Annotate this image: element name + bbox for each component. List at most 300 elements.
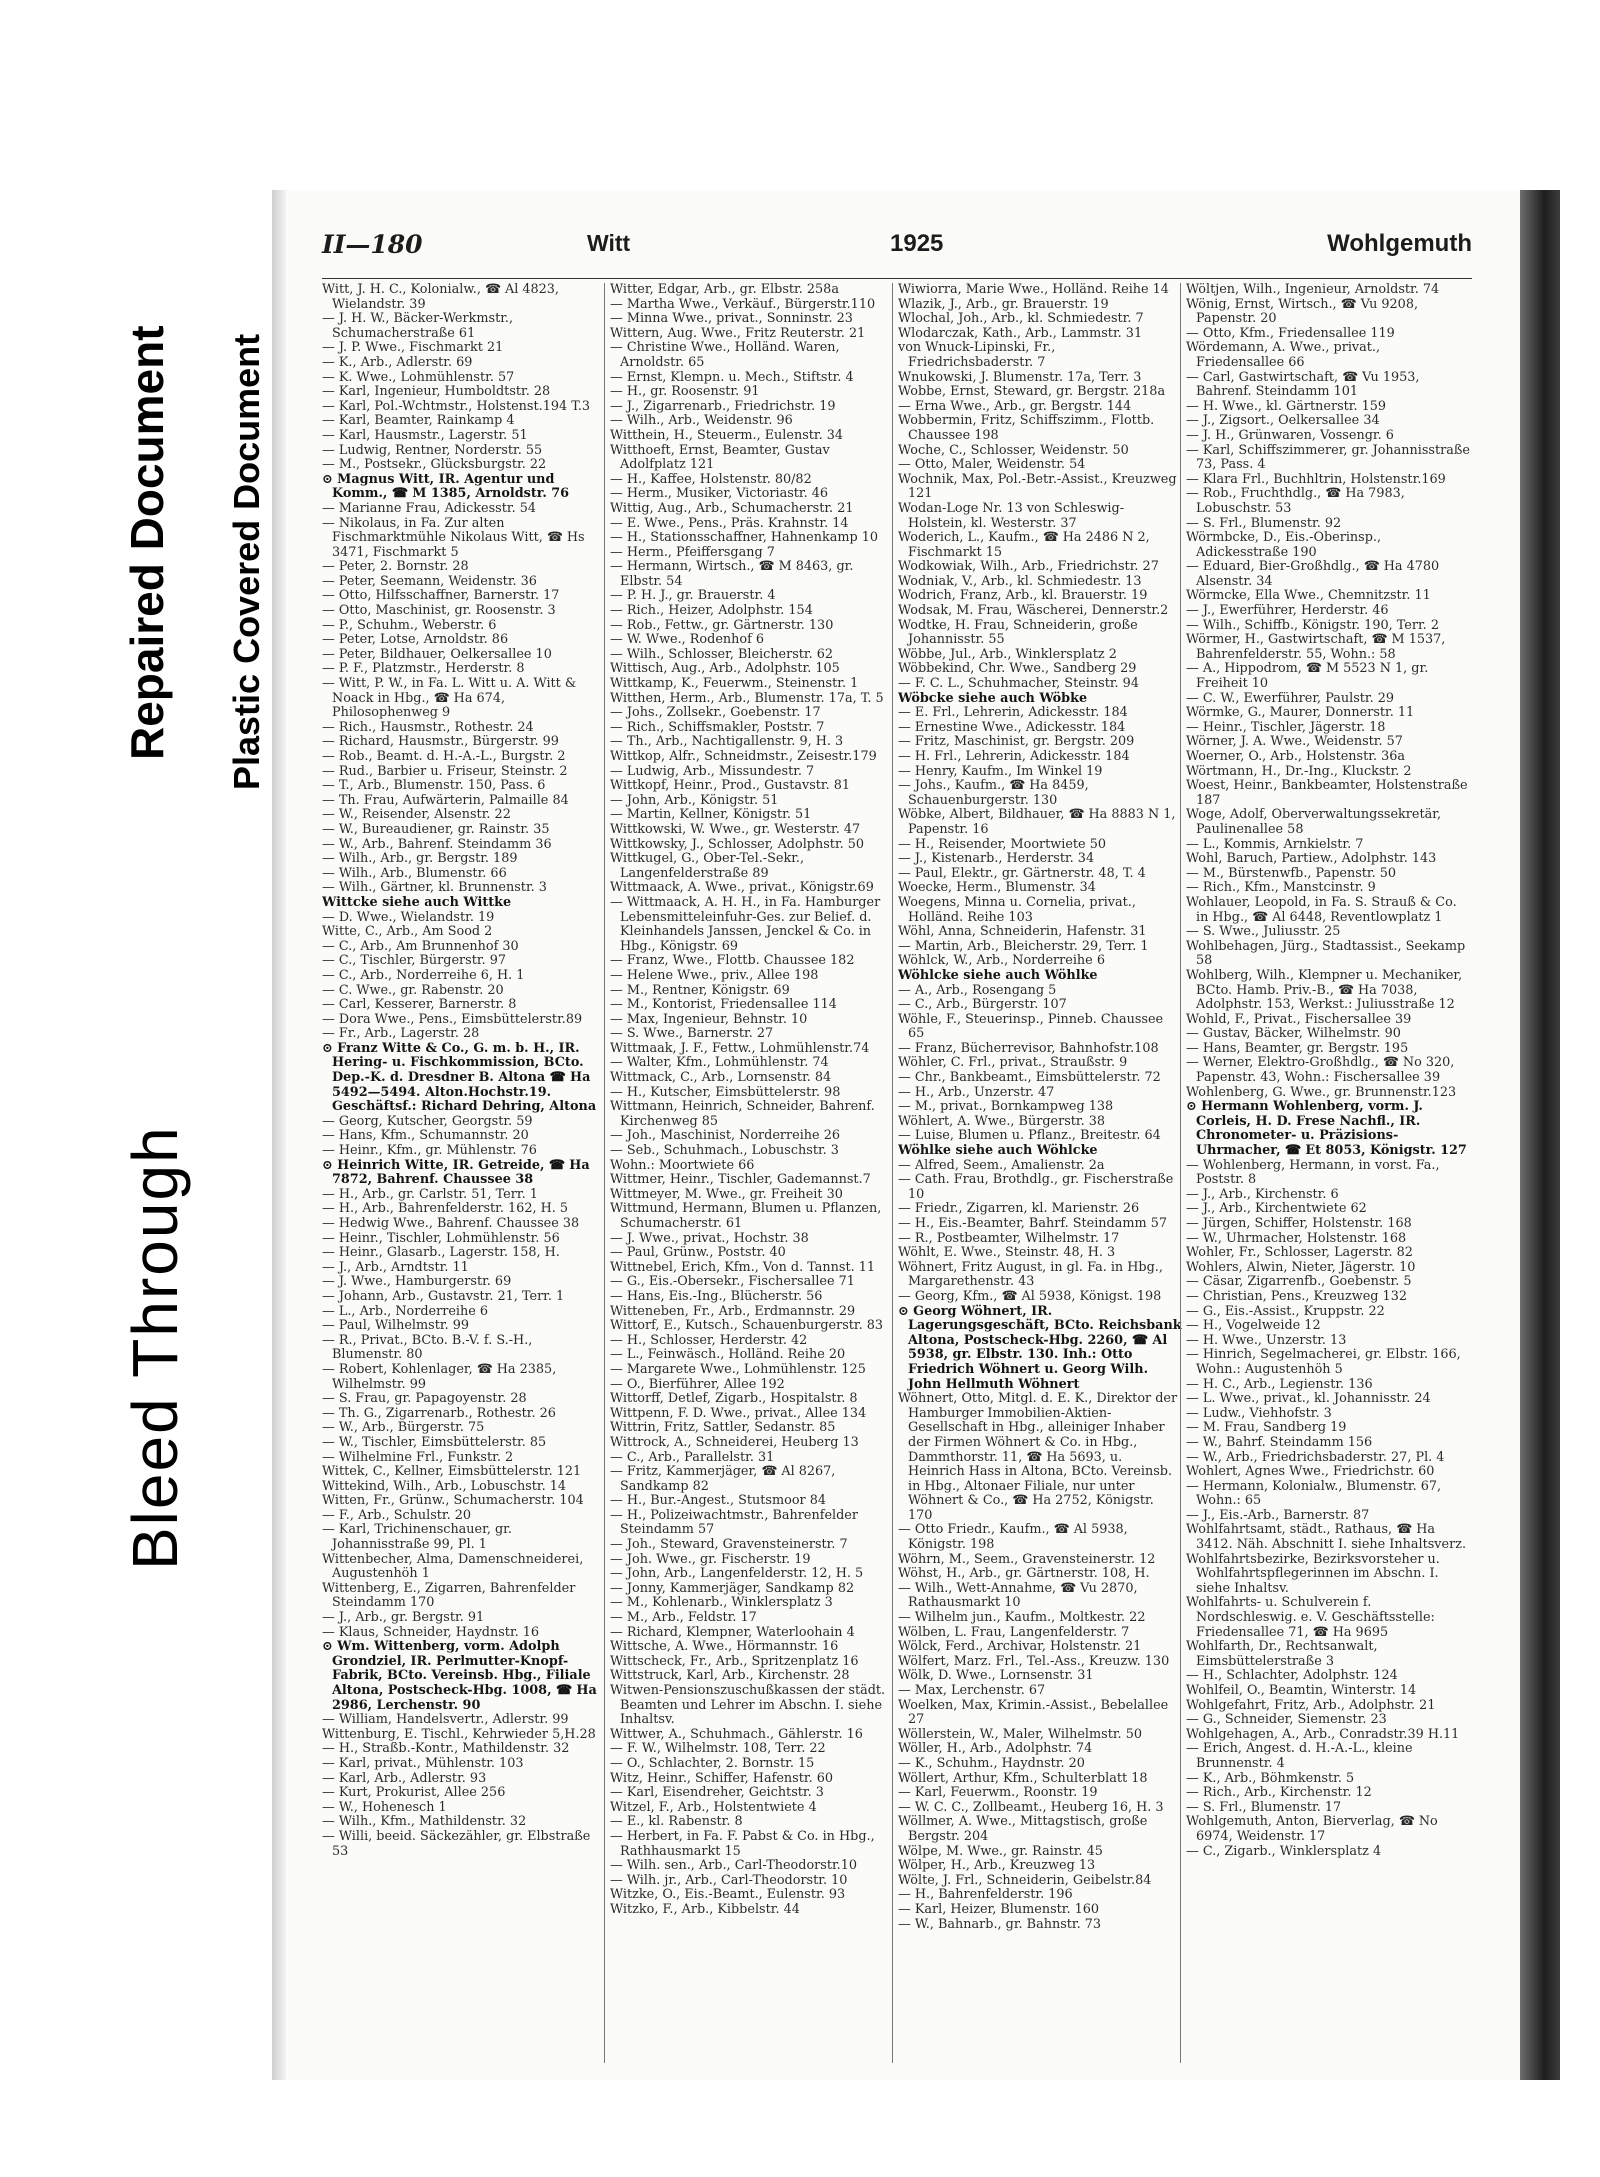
directory-entry: — Herm., Musiker, Victoriastr. 46 (610, 486, 829, 502)
directory-entry: Wlodarczak, Kath., Arb., Lammstr. 31 (898, 325, 1143, 341)
column-3 (898, 283, 1182, 2063)
directory-entry: Wöllert, Arthur, Kfm., Schulterblatt 18 (898, 1770, 1148, 1786)
directory-entry: Wölk, D. Wwe., Lornsenstr. 31 (898, 1668, 1094, 1684)
directory-entry: von Wnuck-Lipinski, Fr., Friedrichsbaderstr. 7 (898, 340, 1056, 370)
directory-entry: — Kurt, Prokurist, Allee 256 (322, 1785, 506, 1801)
directory-entry: — H., Arb., Bahrenfelderstr. 162, H. 5 (322, 1201, 569, 1217)
directory-entry: Wittenbecher, Alma, Damenschneiderei, Augustenhöh 1 (322, 1551, 584, 1582)
directory-entry: — R., Postbeamter, Wilhelmstr. 17 (898, 1230, 1120, 1246)
directory-entry: — S. Frau, gr. Papagoyenstr. 28 (322, 1391, 527, 1407)
directory-entry: Wodtke, H. Frau, Schneiderin, große Johannisstr. 55 (898, 617, 1138, 648)
directory-entry: Wohlgefahrt, Fritz, Arb., Adolphstr. 21 (1186, 1697, 1436, 1713)
directory-entry: Wörmcke, Ella Wwe., Chemnitzstr. 11 (1186, 588, 1431, 604)
directory-entry: Wölben, L. Frau, Langenfelderstr. 7 (898, 1624, 1130, 1640)
directory-entry: Wittmaack, A. Wwe., privat., Königstr.69 (610, 880, 874, 896)
directory-entry: — Rich., Hausmstr., Rothestr. 24 (322, 719, 534, 735)
directory-entry: — Peter, Lotse, Arnoldstr. 86 (322, 632, 509, 648)
directory-entry: — Rich., Heizer, Adolphstr. 154 (610, 603, 813, 619)
directory-entry: Wodsak, M. Frau, Wäscherei, Dennerstr.2 (898, 603, 1169, 619)
directory-entry: — John, Arb., Langenfelderstr. 12, H. 5 (610, 1566, 864, 1582)
directory-entry: — Ludw., Viehhofstr. 3 (1186, 1405, 1332, 1421)
directory-entry: — L. Wwe., privat., kl. Johannisstr. 24 (1186, 1391, 1431, 1407)
directory-entry: — W., Reisender, Alsenstr. 22 (322, 807, 511, 823)
directory-entry: — J., Zigarrenarb., Friedrichstr. 19 (610, 398, 836, 414)
directory-entry: Wöltjen, Wilh., Ingenieur, Arnoldstr. 74 (1186, 283, 1440, 297)
directory-entry: ⊙ Hermann Wohlenberg, vorm. J. Corleis, H. D. Frese Nachfl., IR. Chronometer- u. Präzisions-Uhrmacher, ☎ Et 8053, Königstr. 127 (1186, 1099, 1467, 1159)
directory-entry: — Richard, Hausmstr., Bürgerstr. 99 (322, 734, 559, 750)
directory-entry: — Wilh., Arb., Blumenstr. 66 (322, 865, 507, 881)
directory-entry: — H., Reisender, Moortwiete 50 (898, 836, 1106, 852)
directory-entry: Wittkopf, Heinr., Prod., Gustavstr. 81 (610, 778, 851, 794)
directory-entry: Wörmbcke, D., Eis.-Oberinsp., Adickesstraße 190 (1186, 530, 1382, 560)
directory-entry: Wöhst, H., Arb., gr. Gärtnerstr. 108, H. (898, 1566, 1150, 1582)
directory-entry: — S. Frl., Blumenstr. 92 (1186, 515, 1342, 531)
directory-entry: Witteneben, Fr., Arb., Erdmannstr. 29 (610, 1303, 856, 1319)
column-divider (1180, 283, 1181, 2063)
directory-entry: Wodan-Loge Nr. 13 von Schleswig-Holstein, kl. Westerstr. 37 (898, 500, 1125, 531)
directory-entry: — Rob., Fruchthdlg., ☎ Ha 7983, Lobuschstr. 53 (1186, 486, 1405, 516)
directory-entry: Wohler, Fr., Schlosser, Lagerstr. 82 (1186, 1245, 1413, 1261)
directory-entry: — Karl, Schiffszimmerer, gr. Johannisstraße 73, Pass. 4 (1186, 442, 1470, 473)
directory-entry: — Paul, Wilhelmstr. 99 (322, 1318, 469, 1334)
directory-entry: — Wilh., Arb., gr. Bergstr. 189 (322, 851, 518, 867)
directory-entry: Woegens, Minna u. Cornelia, privat., Holländ. Reihe 103 (898, 894, 1136, 925)
directory-entry: — M., Bürstenwfb., Papenstr. 50 (1186, 865, 1397, 881)
directory-entry: — Heinr., Glasarb., Lagerstr. 158, H. (322, 1245, 560, 1261)
directory-entry: — Hermann, Wirtsch., ☎ M 8463, gr. Elbstr. 54 (610, 559, 854, 589)
directory-entry: Wittnebel, Erich, Kfm., Von d. Tannst. 11 (610, 1259, 876, 1275)
column-2 (610, 283, 894, 2063)
directory-entry: — Joh. Wwe., gr. Fischerstr. 19 (610, 1551, 811, 1567)
directory-entry: Wittrock, A., Schneiderei, Heuberg 13 (610, 1434, 859, 1450)
directory-entry: — A., Arb., Rosengang 5 (898, 982, 1057, 998)
column-1 (322, 283, 606, 2063)
directory-entry: Wördemann, A. Wwe., privat., Friedensallee 66 (1186, 340, 1381, 370)
directory-entry: Wobbe, Ernst, Steward, gr. Bergstr. 218a (898, 384, 1166, 400)
directory-entry: — Franz, Wwe., Flottb. Chaussee 182 (610, 953, 855, 969)
directory-entry: Wohlgemuth, Anton, Bierverlag, ☎ No 6974, Weidenstr. 17 (1186, 1814, 1438, 1844)
directory-entry: — C., Zigarb., Winklersplatz 4 (1186, 1843, 1382, 1859)
directory-entry: — Paul, Grünw., Poststr. 40 (610, 1245, 786, 1261)
directory-entry: — Karl, Ingenieur, Humboldtstr. 28 (322, 384, 551, 400)
directory-entry: Wölfert, Marz. Frl., Tel.-Ass., Kreuzw. 130 (898, 1653, 1170, 1669)
directory-entry: — Rob., Fettw., gr. Gärtnerstr. 130 (610, 617, 834, 633)
directory-entry: Wohlfeil, O., Beamtin, Winterstr. 14 (1186, 1683, 1417, 1698)
directory-entry: Wittig, Aug., Arb., Schumacherstr. 21 (610, 500, 854, 516)
directory-entry: Woerner, O., Arb., Holstenstr. 36a (1186, 749, 1405, 764)
directory-entry: Wöhlt, E. Wwe., Steinstr. 48, H. 3 (898, 1245, 1116, 1261)
directory-entry: Wohl, Baruch, Partiew., Adolphstr. 143 (1186, 851, 1437, 867)
directory-entry: — John, Arb., Königstr. 51 (610, 792, 779, 808)
directory-entry: Wodrich, Franz, Arb., kl. Brauerstr. 19 (898, 588, 1148, 604)
directory-entry: Wohlbehagen, Jürg., Stadtassist., Seekamp 58 (1186, 938, 1466, 969)
directory-entry: Wohlberg, Wilh., Klempner u. Mechaniker, BCto. Hamb. Priv.-B., ☎ Ha 7038, Adolphstr. 153, Werkst.: Juliusstraße 12 (1186, 967, 1463, 1013)
directory-entry: — Eduard, Bier-Großhdlg., ☎ Ha 4780 Alsenstr. 34 (1186, 559, 1440, 589)
directory-entry: — M., Rentner, Königstr. 69 (610, 982, 790, 998)
directory-entry: — G., Eis.-Obersekr., Fischersallee 71 (610, 1274, 855, 1290)
directory-entry: — Wilhelm jun., Kaufm., Moltkestr. 22 (898, 1610, 1146, 1626)
directory-entry: — H., Arb., Unzerstr. 47 (898, 1084, 1055, 1100)
directory-entry: Wöllerstein, W., Maler, Wilhelmstr. 50 (898, 1726, 1142, 1742)
bleed-through-label: Bleed Through (119, 1125, 191, 1570)
directory-entry: — D. Wwe., Wielandstr. 19 (322, 909, 495, 925)
directory-entry: — Karl, Feuerwm., Roonstr. 19 (898, 1785, 1098, 1801)
directory-entry: — Hans, Kfm., Schumannstr. 20 (322, 1128, 529, 1144)
directory-entry: Witt, J. H. C., Kolonialw., ☎ Al 4823, Wielandstr. 39 (322, 283, 560, 312)
directory-entry: — Wilh., Wett-Annahme, ☎ Vu 2870, Rathausmarkt 10 (898, 1580, 1138, 1611)
directory-entry: — Martha Wwe., Verkäuf., Bürgerstr.110 (610, 296, 876, 312)
directory-entry: — Robert, Kohlenlager, ☎ Ha 2385, Wilhelmstr. 99 (322, 1361, 557, 1392)
directory-entry: Wöhrn, M., Seem., Gravensteinerstr. 12 (898, 1551, 1156, 1567)
directory-entry: — C., Arb., Am Brunnenhof 30 (322, 938, 519, 954)
directory-entry: — Otto Friedr., Kaufm., ☎ Al 5938, Königstr. 198 (898, 1522, 1128, 1553)
directory-entry: Wohlfarth, Dr., Rechtsanwalt, Eimsbüttelerstraße 3 (1186, 1639, 1378, 1669)
directory-entry: — Georg, Kutscher, Georgstr. 59 (322, 1113, 533, 1129)
directory-entry: — Heinr., Tischler, Jägerstr. 18 (1186, 719, 1386, 735)
directory-entry: — L., Arb., Norderreihe 6 (322, 1303, 489, 1319)
directory-entry: — H., Stationsschaffner, Hahnenkamp 10 (610, 530, 879, 546)
directory-entry: — Franz, Bücherrevisor, Bahnhofstr.108 (898, 1040, 1159, 1056)
directory-entry: Wittmack, C., Arb., Lornsenstr. 84 (610, 1070, 832, 1086)
directory-entry: — H., Schlachter, Adolphstr. 124 (1186, 1668, 1398, 1684)
directory-entry: — Johann, Arb., Gustavstr. 21, Terr. 1 (322, 1288, 565, 1304)
directory-entry: — Richard, Klempner, Waterloohain 4 (610, 1624, 855, 1640)
directory-entry: — Hans, Eis.-Ing., Blücherstr. 56 (610, 1288, 823, 1304)
directory-entry: Wittpenn, F. D. Wwe., privat., Allee 134 (610, 1405, 867, 1421)
directory-entry: — Cath. Frau, Brothdlg., gr. Fischerstraße 10 (898, 1172, 1174, 1202)
directory-entry: — Hinrich, Segelmacherei, gr. Elbstr. 166, Wohn.: Augustenhöh 5 (1186, 1347, 1461, 1377)
directory-entry: — Rich., Arb., Kirchenstr. 12 (1186, 1785, 1372, 1801)
directory-entry: — T., Arb., Blumenstr. 150, Pass. 6 (322, 778, 546, 794)
directory-entry: — Georg, Kfm., ☎ Al 5938, Königst. 198 (898, 1288, 1162, 1304)
directory-entry: Wittmaak, J. F., Fettw., Lohmühlenstr.74 (610, 1040, 870, 1056)
directory-entry: Wohlfahrtsamt, städt., Rathaus, ☎ Ha 3412. Näh. Abschnitt I. siehe Inhaltsverz. (1186, 1522, 1467, 1553)
directory-entry: Witthoeft, Ernst, Beamter, Gustav Adolfplatz 121 (610, 442, 830, 473)
directory-entry: Wölte, J. Frl., Schneiderin, Geibelstr.84 (898, 1872, 1152, 1888)
directory-entry: Wittrin, Fritz, Sattler, Sedanstr. 85 (610, 1420, 836, 1436)
directory-entry: — M., Postsekr., Glücksburgstr. 22 (322, 457, 547, 473)
directory-entry: Wöbcke siehe auch Wöbke (898, 690, 1088, 706)
directory-entry: Wittmeyer, M. Wwe., gr. Freiheit 30 (610, 1186, 843, 1202)
directory-entry: ⊙ Heinrich Witte, IR. Getreide, ☎ Ha 7872, Bahrenf. Chaussee 38 (322, 1157, 590, 1188)
directory-entry: — W., Arb., Friedrichsbaderstr. 27, Pl. 4 (1186, 1449, 1445, 1465)
directory-entry: Woge, Adolf, Oberverwaltungssekretär, Paulinenallee 58 (1186, 807, 1442, 837)
directory-entry: Witthen, Herm., Arb., Blumenstr. 17a, T. 5 (610, 690, 884, 706)
directory-entry: — Karl, Heizer, Blumenstr. 160 (898, 1901, 1100, 1917)
directory-entry: — C., Arb., Norderreihe 6, H. 1 (322, 967, 525, 983)
directory-entry: — Rob., Beamt. d. H.-A.-L., Burgstr. 2 (322, 749, 566, 764)
directory-entry: — Hedwig Wwe., Bahrenf. Chaussee 38 (322, 1216, 580, 1231)
directory-entry: — W., Uhrmacher, Holstenstr. 168 (1186, 1230, 1407, 1246)
directory-entry: — Alfred, Seem., Amalienstr. 2a (898, 1157, 1105, 1173)
directory-entry: Witte, C., Arb., Am Sood 2 (322, 924, 493, 940)
directory-entry: Wöhnert, Otto, Mitgl. d. E. K., Direktor der Hamburger Immobilien-Aktien-Gesellschaft in Hbg., alleiniger Inhaber der Firmen Wöhnert & Co. in Hbg., Dammthorstr. 11, ☎ Ha 5693, u. Heinrich Hass in Altona, BCto. Vereinsb. in Hbg., Altonaer Filiale, nur unter Wöhnert & Co., ☎ Ha 2752, Königstr. 170 (898, 1391, 1178, 1523)
directory-entry: — J. Wwe., privat., Hochstr. 38 (610, 1230, 809, 1246)
directory-entry: — Minna Wwe., privat., Sonninstr. 23 (610, 311, 853, 327)
directory-entry: — C. W., Ewerführer, Paulstr. 29 (1186, 690, 1395, 706)
directory-entry: Wöhlert, A. Wwe., Bürgerstr. 38 (898, 1113, 1106, 1129)
directory-entry: — F. W., Wilhelmstr. 108, Terr. 22 (610, 1741, 826, 1757)
directory-entry: — J. P. Wwe., Fischmarkt 21 (322, 340, 504, 356)
directory-entry: — H., Vogelweide 12 (1186, 1318, 1321, 1334)
directory-entry: — H., Polizeiwachtmstr., Bahrenfelder Steindamm 57 (610, 1507, 859, 1538)
column-divider (892, 283, 893, 2063)
directory-entry: — H., Bur.-Angest., Stutsmoor 84 (610, 1493, 827, 1509)
plastic-covered-label: Plastic Covered Document (226, 333, 267, 790)
directory-entry: — Fritz, Maschinist, gr. Bergstr. 209 (898, 734, 1135, 750)
directory-entry: — Klara Frl., Buchhltrin, Holstenstr.169 (1186, 471, 1446, 487)
directory-entry: Wöhnert, Fritz August, in gl. Fa. in Hbg., Margarethenstr. 43 (898, 1259, 1163, 1290)
directory-entry: Wöhlcke siehe auch Wöhlke (898, 967, 1098, 983)
directory-entry: Wobbermin, Fritz, Schiffszimm., Flottb. Chaussee 198 (898, 413, 1155, 443)
directory-entry: Woest, Heinr., Bankbeamter, Holstenstraße 187 (1186, 778, 1468, 808)
directory-entry: — Karl, Hausmstr., Lagerstr. 51 (322, 427, 528, 443)
directory-entry: Wittek, C., Kellner, Eimsbüttelerstr. 121 (322, 1464, 582, 1480)
directory-entry: — Witt, P. W., in Fa. L. Witt u. A. Witt & Noack in Hbg., ☎ Ha 674, Philosophenweg 9 (322, 676, 577, 721)
directory-entry: Wörner, J. A. Wwe., Weidenstr. 57 (1186, 734, 1403, 750)
directory-entry: — H., gr. Roosenstr. 91 (610, 384, 760, 400)
directory-entry: Witter, Edgar, Arb., gr. Elbstr. 258a (610, 283, 839, 297)
directory-entry: Wörtmann, H., Dr.-Ing., Kluckstr. 2 (1186, 763, 1412, 779)
directory-entry: — H., Eis.-Beamter, Bahrf. Steindamm 57 (898, 1216, 1167, 1231)
directory-entry: — Wilh., Schlosser, Bleicherstr. 62 (610, 646, 834, 662)
directory-entry: Wittkamp, K., Feuerwm., Steinenstr. 1 (610, 676, 859, 692)
directory-entry: — W. Wwe., Rodenhof 6 (610, 632, 765, 648)
directory-entry: — Henry, Kaufm., Im Winkel 19 (898, 763, 1103, 779)
directory-entry: — W., Arb., Bürgerstr. 75 (322, 1420, 485, 1436)
directory-entry: — Karl, Pol.-Wchtmstr., Holstenst.194 T.3 (322, 398, 591, 414)
directory-entry: Wittwer, A., Schuhmach., Gählerstr. 16 (610, 1726, 863, 1742)
directory-entry: — P. H. J., gr. Brauerstr. 4 (610, 588, 776, 604)
directory-entry: — H., Arb., gr. Carlstr. 51, Terr. 1 (322, 1186, 538, 1202)
directory-entry: — Joh., Steward, Gravensteinerstr. 7 (610, 1537, 848, 1553)
directory-entry: — K., Arb., Adlerstr. 69 (322, 354, 473, 370)
directory-entry: Wittstruck, Karl, Arb., Kirchenstr. 28 (610, 1668, 850, 1684)
directory-entry: — J., Arb., Kirchenstr. 6 (1186, 1186, 1339, 1202)
directory-entry: — Helene Wwe., priv., Allee 198 (610, 967, 819, 983)
directory-entry: — Chr., Bankbeamt., Eimsbüttelerstr. 72 (898, 1070, 1161, 1086)
directory-entry: — Karl, Eisendreher, Geichtstr. 3 (610, 1785, 824, 1801)
directory-entry: — Nikolaus, in Fa. Zur alten Fischmarktmühle Nikolaus Witt, ☎ Hs 3471, Fischmarkt 5 (322, 515, 585, 560)
directory-entry: — Wohlenberg, Hermann, in vorst. Fa., Poststr. 8 (1186, 1157, 1440, 1188)
directory-entry: — S. Wwe., Barnerstr. 27 (610, 1026, 774, 1042)
directory-entry: Wittcke siehe auch Wittke (322, 894, 512, 910)
directory-entry: — Rud., Barbier u. Friseur, Steinstr. 2 (322, 763, 568, 779)
directory-entry: — Seb., Schuhmach., Lobuschstr. 3 (610, 1143, 839, 1159)
directory-entry: — Karl, privat., Mühlenstr. 103 (322, 1755, 524, 1771)
directory-entry: — J. Wwe., Hamburgerstr. 69 (322, 1274, 512, 1290)
directory-entry: — P., Schuhm., Weberstr. 6 (322, 617, 497, 633)
directory-entry: — M., Kohlenarb., Winklersplatz 3 (610, 1595, 833, 1611)
directory-entry: Wittmann, Heinrich, Schneider, Bahrenf. Kirchenweg 85 (610, 1099, 875, 1129)
directory-entry: — W., Bureaudiener, gr. Rainstr. 35 (322, 821, 550, 837)
directory-entry: Wöbbekind, Chr. Wwe., Sandberg 29 (898, 661, 1137, 677)
directory-entry: Wittisch, Aug., Arb., Adolphstr. 105 (610, 661, 840, 677)
directory-entry: — Wilhelmine Frl., Funkstr. 2 (322, 1449, 514, 1465)
directory-entry: — G., Schneider, Siemenstr. 23 (1186, 1712, 1387, 1728)
directory-entry: — Rich., Kfm., Manstcinstr. 9 (1186, 880, 1376, 896)
directory-entry: — Marianne Frau, Adickesstr. 54 (322, 500, 536, 516)
directory-entry: — Margarete Wwe., Lohmühlenstr. 125 (610, 1361, 866, 1377)
directory-entry: — S. Frl., Blumenstr. 17 (1186, 1799, 1342, 1815)
directory-entry: — H. Wwe., kl. Gärtnerstr. 159 (1186, 398, 1387, 414)
directory-entry: — Friedr., Zigarren, kl. Marienstr. 26 (898, 1201, 1140, 1217)
directory-entry: — Wilh., Gärtner, kl. Brunnenstr. 3 (322, 880, 547, 896)
directory-entry: Wörmke, G., Maurer, Donnerstr. 11 (1186, 705, 1415, 721)
directory-entry: Wittscheck, Fr., Arb., Spritzenplatz 16 (610, 1653, 859, 1669)
directory-entry: Witzko, F., Arb., Kibbelstr. 44 (610, 1901, 800, 1917)
directory-entry: Wittkugel, G., Ober-Tel.-Sekr., Langenfelderstraße 89 (610, 851, 805, 881)
directory-entry: — W., Bahnarb., gr. Bahnstr. 73 (898, 1916, 1102, 1932)
directory-entry: Wittenburg, E. Tischl., Kehrwieder 5,H.28 (322, 1726, 596, 1742)
directory-entry: — Th. Frau, Aufwärterin, Palmaille 84 (322, 792, 569, 808)
directory-entry: — Ernestine Wwe., Adickesstr. 184 (898, 719, 1126, 735)
directory-entry: — Peter, Bildhauer, Oelkersallee 10 (322, 646, 552, 662)
directory-entry: — Otto, Maschinist, gr. Roosenstr. 3 (322, 603, 556, 619)
directory-entry: — P. F., Platzmstr., Herderstr. 8 (322, 661, 525, 677)
directory-entry: Wohlenberg, G. Wwe., gr. Brunnenstr.123 (1186, 1084, 1457, 1100)
directory-entry: — O., Schlachter, 2. Bornstr. 15 (610, 1755, 815, 1771)
directory-entry: — Christine Wwe., Holländ. Waren, Arnoldstr. 65 (610, 340, 840, 370)
directory-entry: — H., Straßb.-Kontr., Mathildenstr. 32 (322, 1741, 570, 1757)
directory-entry: — Otto, Maler, Weidenstr. 54 (898, 457, 1086, 473)
directory-entry: — J., Zigsort., Oelkersallee 34 (1186, 413, 1380, 429)
directory-entry: Wölck, Ferd., Archivar, Holstenstr. 21 (898, 1639, 1142, 1655)
directory-entry: — C., Arb., Parallelstr. 31 (610, 1449, 775, 1465)
directory-entry: — J. H. W., Bäcker-Werkmstr., Schumacherstraße 61 (322, 311, 514, 341)
directory-entry: — E. Frl., Lehrerin, Adickesstr. 184 (898, 705, 1128, 721)
column-divider (604, 283, 605, 2063)
directory-entry: — Herbert, in Fa. F. Pabst & Co. in Hbg., Rathhausmarkt 15 (610, 1828, 875, 1859)
column-4 (1186, 283, 1470, 2063)
directory-entry: — Karl, Trichinenschauer, gr. Johannisstraße 99, Pl. 1 (322, 1522, 512, 1553)
directory-entry: — S. Wwe., Juliusstr. 25 (1186, 924, 1341, 940)
directory-entry: — Dora Wwe., Pens., Eimsbüttelerstr.89 (322, 1011, 583, 1027)
directory-entry: Wochnik, Max, Pol.-Betr.-Assist., Kreuzweg 121 (898, 471, 1177, 502)
directory-entry: Wittkowsky, J., Schlosser, Adolphstr. 50 (610, 836, 865, 852)
directory-entry: Wörmer, H., Gastwirtschaft, ☎ M 1537, Bahrenfelderstr. 55, Wohn.: 58 (1186, 632, 1446, 662)
directory-entry: — Klaus, Schneider, Haydnstr. 16 (322, 1624, 540, 1640)
book-gutter (1520, 190, 1560, 2080)
page-edge (272, 190, 286, 2080)
directory-entry: ⊙ Franz Witte & Co., G. m. b. H., IR. Hering- u. Fischkommission, BCto. Dep.-K. d. Dresdner B. Altona ☎ Ha 5492—5494. Alton.Hochstr.19. Geschäftsf.: Richard Dehring, Altona (322, 1040, 597, 1115)
directory-entry: Wnukowski, J. Blumenstr. 17a, Terr. 3 (898, 369, 1142, 385)
directory-entry: — Fr., Arb., Lagerstr. 28 (322, 1026, 480, 1042)
directory-entry: — Erna Wwe., Arb., gr. Bergstr. 144 (898, 398, 1132, 414)
directory-entry: — H., Bahrenfelderstr. 196 (898, 1887, 1073, 1903)
directory-entry: — W. C. C., Zollbeamt., Heuberg 16, H. 3 (898, 1799, 1164, 1815)
directory-entry: — K., Schuhm., Haydnstr. 20 (898, 1755, 1085, 1771)
directory-entry: — J., Eis.-Arb., Barnerstr. 87 (1186, 1507, 1370, 1523)
directory-entry: — Max, Lerchenstr. 67 (898, 1683, 1046, 1698)
directory-entry: — Wittmaack, A. H. H., in Fa. Hamburger Lebensmitteleinfuhr-Ges. zur Belief. d. Kleinhandels Janssen, Jenckel & Co. in Hbg., Königstr. 69 (610, 894, 881, 954)
directory-entry: — Willi, beeid. Säckezähler, gr. Elbstraße 53 (322, 1828, 591, 1859)
directory-entry: — Carl, Kesserer, Barnerstr. 8 (322, 997, 517, 1013)
directory-entry: — J. H., Grünwaren, Vossengr. 6 (1186, 427, 1394, 443)
directory-entry: Wittmund, Hermann, Blumen u. Pflanzen, Schumacherstr. 61 (610, 1201, 882, 1231)
directory-entry: — Herm., Pfeiffersgang 7 (610, 544, 775, 560)
directory-entry: — C. Wwe., gr. Rabenstr. 20 (322, 982, 504, 998)
directory-entry: Witten, Fr., Grünw., Schumacherstr. 104 (322, 1493, 584, 1509)
directory-entry: — Martin, Arb., Bleicherstr. 29, Terr. 1 (898, 938, 1149, 954)
directory-entry: — H. C., Arb., Legienstr. 136 (1186, 1376, 1373, 1392)
header-rule (322, 278, 1472, 279)
directory-entry: Wönig, Ernst, Wirtsch., ☎ Vu 9208, Papenstr. 20 (1186, 296, 1419, 327)
directory-entry: Wittsche, A. Wwe., Hörmannstr. 16 (610, 1639, 839, 1655)
directory-entry: — Heinr., Kfm., gr. Mühlenstr. 76 (322, 1143, 537, 1159)
last-guide-word: Wohlgemuth (1327, 230, 1472, 257)
directory-entry: — Erich, Angest. d. H.-A.-L., kleine Brunnenstr. 4 (1186, 1741, 1413, 1771)
directory-entry: — W., Hohenesch 1 (322, 1799, 447, 1815)
directory-entry: Wöbbe, Jul., Arb., Winklersplatz 2 (898, 646, 1117, 662)
directory-entry: — William, Handelsvertr., Adlerstr. 99 (322, 1712, 569, 1728)
directory-entry: Wittenberg, E., Zigarren, Bahrenfelder Steindamm 170 (322, 1580, 576, 1611)
directory-entry: Wohn.: Moortwiete 66 (610, 1157, 755, 1173)
directory-entry: — Otto, Hilfsschaffner, Barnerstr. 17 (322, 588, 560, 604)
directory-entry: — Wilh., Kfm., Mathildenstr. 32 (322, 1814, 527, 1830)
directory-entry: — H. Wwe., Unzerstr. 13 (1186, 1332, 1347, 1348)
directory-entry: — Ernst, Klempn. u. Mech., Stiftstr. 4 (610, 369, 854, 385)
directory-entry: Wohlfahrtsbezirke, Bezirksvorsteher u. Wohlfahrtspflegerinnen im Abschn. I. siehe Inhaltsv. (1186, 1551, 1440, 1596)
directory-entry: Wittmer, Heinr., Tischler, Gademannst.7 (610, 1172, 871, 1188)
repaired-document-label: Repaired Document (121, 325, 173, 760)
directory-entry: — H., Schlosser, Herderstr. 42 (610, 1332, 808, 1348)
directory-entry: — Christian, Pens., Kreuzweg 132 (1186, 1288, 1407, 1304)
directory-entry: — Peter, 2. Bornstr. 28 (322, 559, 469, 575)
directory-entry: Wölper, H., Arb., Kreuzweg 13 (898, 1858, 1096, 1874)
directory-entry: — Hermann, Kolonialw., Blumenstr. 67, Wohn.: 65 (1186, 1478, 1442, 1509)
first-guide-word: Witt (587, 230, 631, 256)
directory-entry: Wiwiorra, Marie Wwe., Holländ. Reihe 14 (898, 283, 1169, 297)
directory-entry: — J., Ewerführer, Herderstr. 46 (1186, 603, 1389, 619)
directory-entry: Woche, C., Schlosser, Weidenstr. 50 (898, 442, 1129, 458)
directory-entry: Wohlgehagen, A., Arb., Conradstr.39 H.11 (1186, 1726, 1460, 1742)
directory-entry: — G., Eis.-Assist., Kruppstr. 22 (1186, 1303, 1385, 1319)
directory-entry: — F. C. L., Schuhmacher, Steinstr. 94 (898, 676, 1139, 692)
directory-entry: — M. Frau, Sandberg 19 (1186, 1420, 1347, 1436)
directory-entry: Witzke, O., Eis.-Beamt., Eulenstr. 93 (610, 1887, 846, 1903)
directory-entry: Wöhlke siehe auch Wöhlcke (898, 1143, 1098, 1159)
directory-entry: Wittekind, Wilh., Arb., Lobuschstr. 14 (322, 1478, 567, 1494)
directory-entry: Witthein, H., Steuerm., Eulenstr. 34 (610, 427, 844, 443)
directory-entry: Wittern, Aug. Wwe., Fritz Reuterstr. 21 (610, 325, 866, 341)
directory-entry: — J., Arb., gr. Bergstr. 91 (322, 1610, 485, 1626)
directory-entry: — J., Arb., Kirchentwiete 62 (1186, 1201, 1367, 1217)
directory-entry: — J., Arb., Arndtstr. 11 (322, 1259, 469, 1275)
directory-entry: — M., Arb., Feldstr. 17 (610, 1610, 757, 1626)
directory-entry: — O., Bierführer, Allee 192 (610, 1376, 785, 1392)
directory-entry: — Wilh., Arb., Weidenstr. 96 (610, 413, 793, 429)
directory-entry: Wöller, H., Arb., Adolphstr. 74 (898, 1741, 1093, 1757)
directory-entry: — Karl, Arb., Adlerstr. 93 (322, 1770, 487, 1786)
directory-entry: — Walter, Kfm., Lohmühlenstr. 74 (610, 1055, 829, 1071)
directory-entry: — K., Arb., Böhmkenstr. 5 (1186, 1770, 1355, 1786)
directory-entry: — Otto, Kfm., Friedensallee 119 (1186, 325, 1395, 341)
directory-entry: Wöhlck, W., Arb., Norderreihe 6 (898, 953, 1105, 969)
directory-entry: Witz, Heinr., Schiffer, Hafenstr. 60 (610, 1770, 833, 1786)
directory-entry: Wölpe, M. Wwe., gr. Rainstr. 45 (898, 1843, 1103, 1859)
directory-entry: — W., Arb., Bahrenf. Steindamm 36 (322, 836, 552, 852)
directory-entry: — Cäsar, Zigarrenfb., Goebenstr. 5 (1186, 1274, 1412, 1290)
directory-entry: — Gustav, Bäcker, Wilhelmstr. 90 (1186, 1026, 1401, 1042)
directory-entry: — Wilh. jr., Arb., Carl-Theodorstr. 10 (610, 1872, 848, 1888)
directory-entry: Wöhler, C. Frl., privat., Straußstr. 9 (898, 1055, 1128, 1071)
directory-entry: — Max, Ingenieur, Behnstr. 10 (610, 1011, 808, 1027)
directory-entry: — H., Kaffee, Holstenstr. 80/82 (610, 471, 812, 487)
directory-entry: — C., Tischler, Bürgerstr. 97 (322, 953, 507, 969)
directory-entry: — Martin, Kellner, Königstr. 51 (610, 807, 812, 823)
directory-entry: — A., Hippodrom, ☎ M 5523 N 1, gr. Freiheit 10 (1186, 661, 1429, 692)
